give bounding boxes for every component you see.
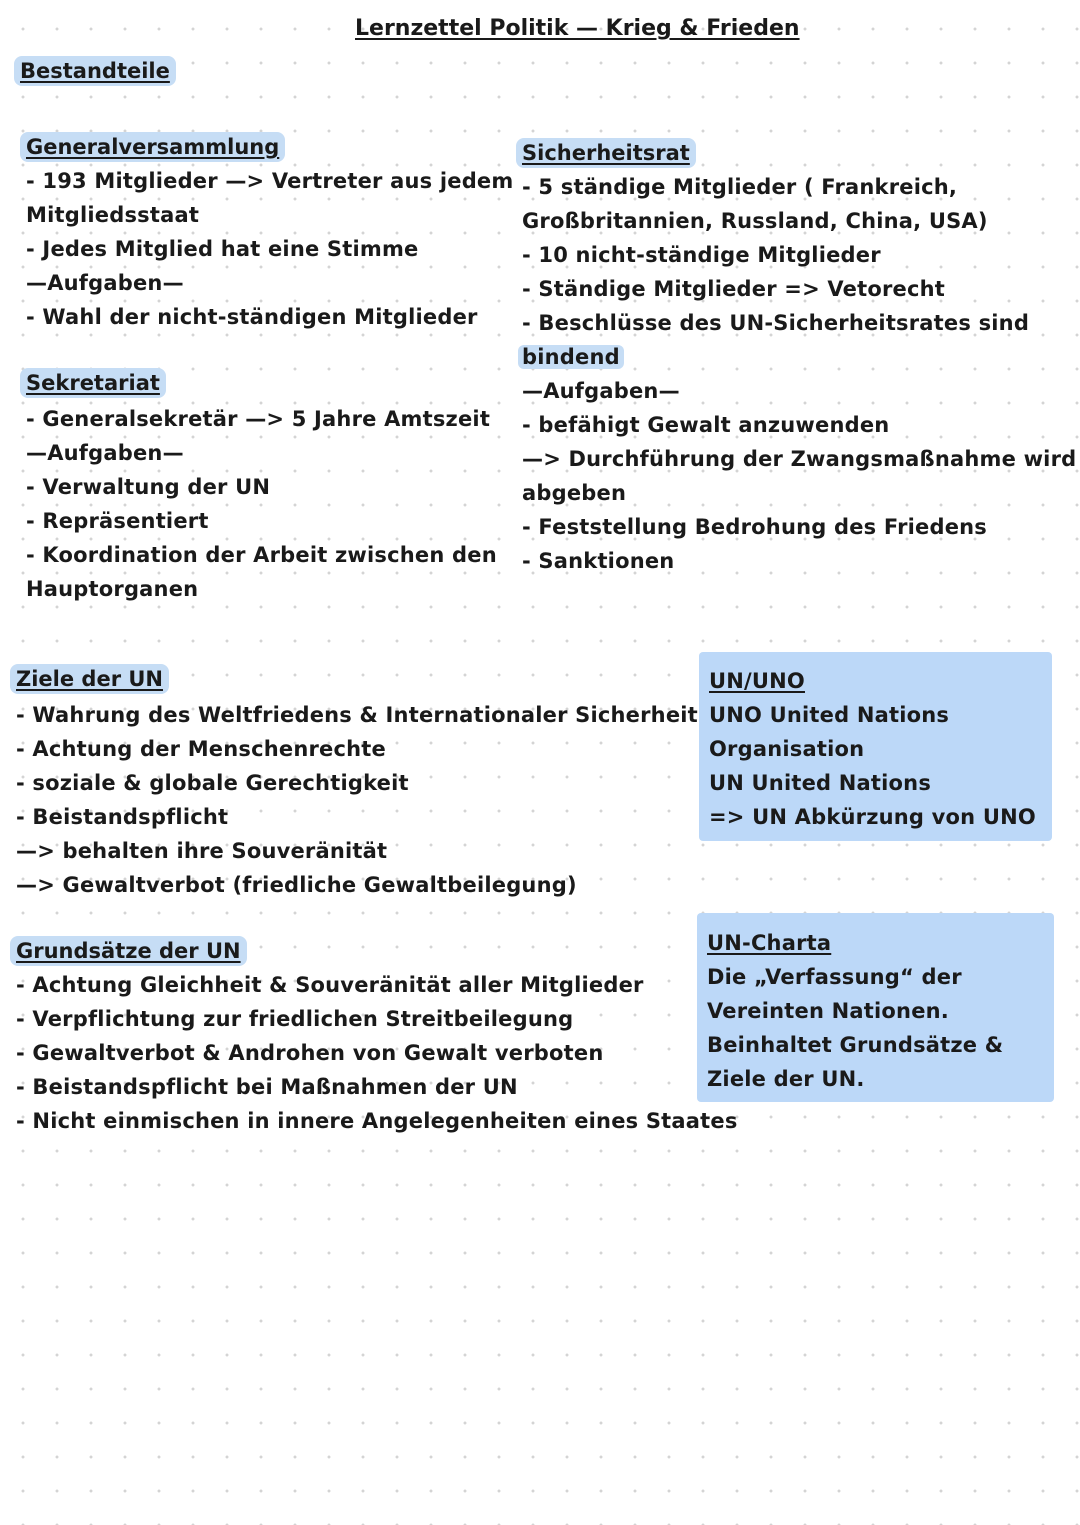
sicherheitsrat-line: - 10 nicht-ständige Mitglieder (522, 243, 881, 267)
sicherheitsrat-line: —> Durchführung der Zwangsmaßnahme wird (522, 447, 1077, 471)
generalversammlung-line: - Jedes Mitglied hat eine Stimme (26, 237, 419, 261)
sicherheitsrat-line: - Sanktionen (522, 549, 675, 573)
uno-box-heading: UN/UNO (709, 669, 805, 693)
ziele-section (10, 664, 698, 902)
sekretariat-line: —Aufgaben— (26, 441, 184, 465)
sicherheitsrat-line: - befähigt Gewalt anzuwenden (522, 413, 890, 437)
page-title: Lernzettel Politik — Krieg & Frieden (355, 16, 800, 41)
generalversammlung-heading: Generalversammlung (20, 132, 285, 162)
sekretariat-line: - Verwaltung der UN (26, 475, 271, 499)
charta-box-line: Vereinten Nationen. (707, 999, 949, 1023)
generalversammlung-line: —Aufgaben— (26, 271, 184, 295)
grundsaetze-heading: Grundsätze der UN (10, 936, 247, 966)
charta-box-line: Ziele der UN. (707, 1067, 865, 1091)
sicherheitsrat-line: - 5 ständige Mitglieder ( Frankreich, (522, 175, 958, 199)
sekretariat-line: - Koordination der Arbeit zwischen den (26, 543, 497, 567)
grundsaetze-line: - Gewaltverbot & Androhen von Gewalt verboten (16, 1041, 604, 1065)
charta-box-heading: UN-Charta (707, 931, 832, 955)
uno-box-line: UNO United Nations (709, 703, 950, 727)
uno-box-line: => UN Abkürzung von UNO (709, 805, 1036, 829)
ziele-line: - Wahrung des Weltfriedens & Internationaler Sicherheit (16, 703, 698, 727)
sicherheitsrat-line: - Beschlüsse des UN-Sicherheitsrates sind (522, 311, 1030, 335)
grundsaetze-line: - Nicht einmischen in innere Angelegenheiten eines Staates (16, 1109, 738, 1133)
sicherheitsrat-line: Großbritannien, Russland, China, USA) (522, 209, 988, 233)
sicherheitsrat-section (516, 138, 1077, 578)
charta-info-box (697, 913, 1054, 1102)
sekretariat-line: - Repräsentiert (26, 509, 209, 533)
sekretariat-section (20, 368, 500, 606)
bestandteile-heading: Bestandteile (14, 56, 176, 86)
sicherheitsrat-heading: Sicherheitsrat (516, 138, 696, 168)
charta-box-line: Beinhaltet Grundsätze & (707, 1033, 1004, 1057)
sicherheitsrat-line: - Ständige Mitglieder => Vetorecht (522, 277, 946, 301)
grundsaetze-line: - Beistandspflicht bei Maßnahmen der UN (16, 1075, 518, 1099)
uno-box-line: UN United Nations (709, 771, 932, 795)
sicherheitsrat-line: abgeben (522, 481, 627, 505)
ziele-line: - soziale & globale Gerechtigkeit (16, 771, 409, 795)
grundsaetze-section (10, 936, 738, 1138)
ziele-line: —> behalten ihre Souveränität (16, 839, 388, 863)
ziele-heading: Ziele der UN (10, 664, 169, 694)
uno-info-box (699, 652, 1052, 841)
charta-box-line: Die „Verfassung“ der (707, 965, 962, 989)
sekretariat-line: - Generalsekretär —> 5 Jahre Amtszeit (26, 407, 491, 431)
sicherheitsrat-line: —Aufgaben— (522, 379, 680, 403)
ziele-line: - Beistandspflicht (16, 805, 229, 829)
generalversammlung-line: - Wahl der nicht-ständigen Mitglieder (26, 305, 478, 329)
section-heading-bestandteile (14, 56, 176, 86)
sekretariat-heading: Sekretariat (20, 368, 166, 398)
grundsaetze-line: - Achtung Gleichheit & Souveränität aller Mitglieder (16, 973, 644, 997)
grundsaetze-line: - Verpflichtung zur friedlichen Streitbeilegung (16, 1007, 574, 1031)
generalversammlung-line: - 193 Mitglieder —> Vertreter aus jedem (26, 169, 514, 193)
bindend-highlight: bindend (518, 345, 624, 369)
uno-box-line: Organisation (709, 737, 865, 761)
ziele-line: —> Gewaltverbot (friedliche Gewaltbeilegung) (16, 873, 577, 897)
generalversammlung-line: Mitgliedsstaat (26, 203, 200, 227)
sekretariat-line: Hauptorganen (26, 577, 199, 601)
sicherheitsrat-line: - Feststellung Bedrohung des Friedens (522, 515, 987, 539)
ziele-line: - Achtung der Menschenrechte (16, 737, 386, 761)
generalversammlung-section (20, 132, 514, 334)
